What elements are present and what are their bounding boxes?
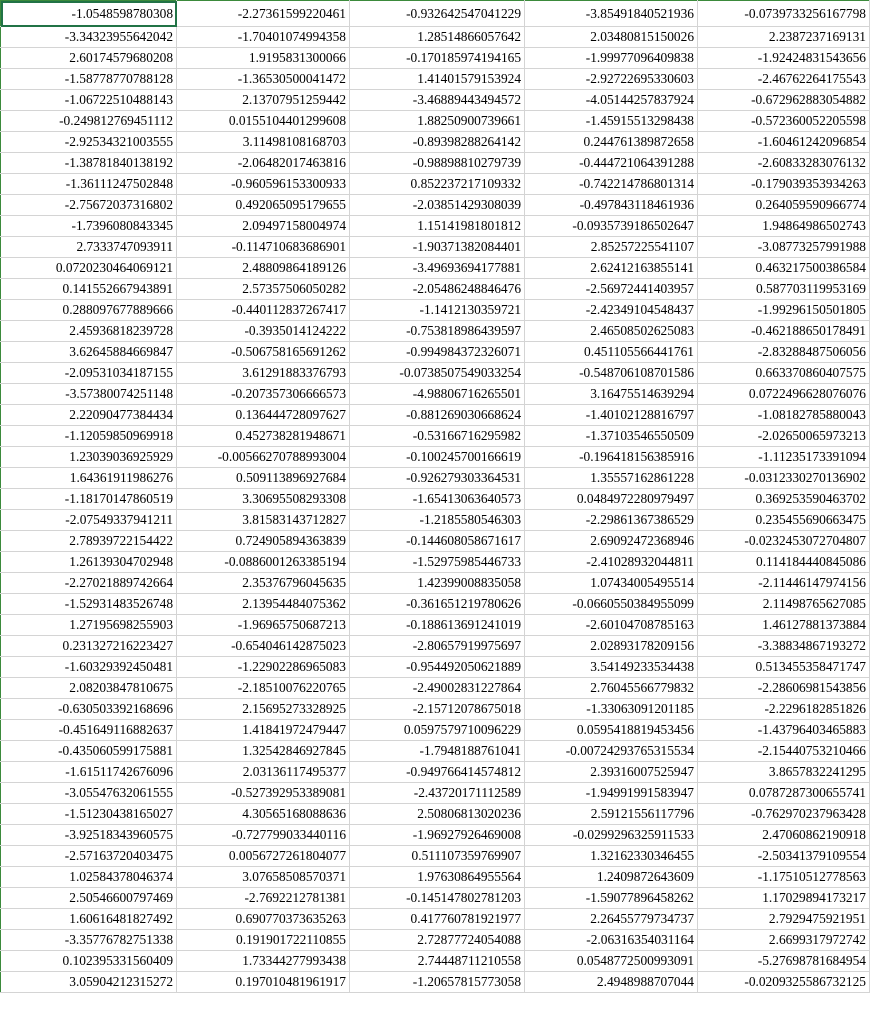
cell[interactable]: -2.29861367386529 bbox=[525, 510, 698, 531]
cell[interactable]: -3.38834867193272 bbox=[698, 636, 870, 657]
cell[interactable]: -0.960596153300933 bbox=[177, 174, 350, 195]
cell[interactable]: 0.0484972280979497 bbox=[525, 489, 698, 510]
cell[interactable]: -1.7948188761041 bbox=[350, 741, 525, 762]
table-row bbox=[1, 531, 870, 552]
table-row bbox=[1, 888, 870, 909]
cell[interactable]: 3.11498108168703 bbox=[177, 132, 350, 153]
cell[interactable]: -2.15440753210466 bbox=[698, 741, 870, 762]
table-row bbox=[1, 258, 870, 279]
table-row bbox=[1, 636, 870, 657]
cell[interactable]: 3.54149233534438 bbox=[525, 657, 698, 678]
cell[interactable]: -1.94991991583947 bbox=[525, 783, 698, 804]
cell[interactable]: -1.40102128816797 bbox=[525, 405, 698, 426]
table-row bbox=[1, 762, 870, 783]
cell[interactable]: 2.26455779734737 bbox=[525, 909, 698, 930]
cell[interactable]: 2.78939722154422 bbox=[1, 531, 177, 552]
table-row bbox=[1, 384, 870, 405]
table-row bbox=[1, 552, 870, 573]
table-row bbox=[1, 342, 870, 363]
cell[interactable]: -2.50341379109554 bbox=[698, 846, 870, 867]
cell[interactable]: 0.0720230464069121 bbox=[1, 258, 177, 279]
cell[interactable]: 2.15695273328925 bbox=[177, 699, 350, 720]
cell[interactable]: 2.03136117495377 bbox=[177, 762, 350, 783]
cell[interactable]: 0.264059590966774 bbox=[698, 195, 870, 216]
cell[interactable]: -3.34323955642042 bbox=[1, 27, 177, 48]
cell[interactable]: 2.45936818239728 bbox=[1, 321, 177, 342]
cell[interactable]: -1.45915513298438 bbox=[525, 111, 698, 132]
cell[interactable]: 1.73344277993438 bbox=[177, 951, 350, 972]
cell[interactable]: 0.690770373635263 bbox=[177, 909, 350, 930]
cell[interactable]: -0.114710683686901 bbox=[177, 237, 350, 258]
table-row bbox=[1, 678, 870, 699]
cell[interactable]: -1.61511742676096 bbox=[1, 762, 177, 783]
table-row bbox=[1, 741, 870, 762]
cell[interactable]: -3.57380074251148 bbox=[1, 384, 177, 405]
cell[interactable]: 2.48809864189126 bbox=[177, 258, 350, 279]
table-row bbox=[1, 132, 870, 153]
cell[interactable]: -0.100245700166619 bbox=[350, 447, 525, 468]
table-row bbox=[1, 279, 870, 300]
cell[interactable]: 0.724905894363839 bbox=[177, 531, 350, 552]
cell[interactable]: -0.00566270788993004 bbox=[177, 447, 350, 468]
cell[interactable]: 0.0548772500993091 bbox=[525, 951, 698, 972]
table-row bbox=[1, 405, 870, 426]
table-row bbox=[1, 216, 870, 237]
cell[interactable]: -0.994984372326071 bbox=[350, 342, 525, 363]
cell[interactable]: 0.451105566441761 bbox=[525, 342, 698, 363]
table-row bbox=[1, 699, 870, 720]
cell[interactable]: -1.38781840138192 bbox=[1, 153, 177, 174]
cell[interactable]: -0.727799033440116 bbox=[177, 825, 350, 846]
cell[interactable]: 1.41401579153924 bbox=[350, 69, 525, 90]
table-row bbox=[1, 657, 870, 678]
cell[interactable]: 1.42399008835058 bbox=[350, 573, 525, 594]
cell[interactable]: -0.762970237963428 bbox=[698, 804, 870, 825]
cell[interactable]: 1.02584378046374 bbox=[1, 867, 177, 888]
cell[interactable]: 0.452738281948671 bbox=[177, 426, 350, 447]
cell[interactable]: -1.11235173391094 bbox=[698, 447, 870, 468]
cell[interactable]: -4.98806716265501 bbox=[350, 384, 525, 405]
cell[interactable]: -0.672962883054882 bbox=[698, 90, 870, 111]
cell[interactable]: 2.7929475921951 bbox=[698, 909, 870, 930]
cell[interactable]: -0.170185974194165 bbox=[350, 48, 525, 69]
cell[interactable]: -0.0660550384955099 bbox=[525, 594, 698, 615]
cell[interactable]: 3.30695508293308 bbox=[177, 489, 350, 510]
cell[interactable]: -5.27698781684954 bbox=[698, 951, 870, 972]
cell[interactable]: -0.742214786801314 bbox=[525, 174, 698, 195]
table-row bbox=[1, 195, 870, 216]
cell[interactable]: -1.17510512778563 bbox=[698, 867, 870, 888]
cell[interactable]: -1.52975985446733 bbox=[350, 552, 525, 573]
table-row bbox=[1, 468, 870, 489]
cell[interactable]: 0.102395331560409 bbox=[1, 951, 177, 972]
cell[interactable]: -1.12059850969918 bbox=[1, 426, 177, 447]
cell[interactable]: 1.15141981801812 bbox=[350, 216, 525, 237]
cell[interactable]: -0.0935739186502647 bbox=[525, 216, 698, 237]
cell[interactable]: -0.196418156385916 bbox=[525, 447, 698, 468]
cell[interactable]: 1.60616481827492 bbox=[1, 909, 177, 930]
table-row bbox=[1, 426, 870, 447]
cell[interactable]: 2.39316007525947 bbox=[525, 762, 698, 783]
cell[interactable]: -0.98898810279739 bbox=[350, 153, 525, 174]
table-row bbox=[1, 153, 870, 174]
cell[interactable]: -2.09531034187155 bbox=[1, 363, 177, 384]
cell[interactable]: -2.43720171112589 bbox=[350, 783, 525, 804]
cell[interactable]: -2.49002831227864 bbox=[350, 678, 525, 699]
cell[interactable]: -3.35776782751338 bbox=[1, 930, 177, 951]
table-row bbox=[1, 783, 870, 804]
cell[interactable]: -2.02650065973213 bbox=[698, 426, 870, 447]
cell[interactable]: -1.18170147860519 bbox=[1, 489, 177, 510]
table-row bbox=[1, 594, 870, 615]
cell[interactable]: 2.69092472368946 bbox=[525, 531, 698, 552]
cell[interactable]: 0.114184440845086 bbox=[698, 552, 870, 573]
cell[interactable]: -3.05547632061555 bbox=[1, 783, 177, 804]
cell[interactable]: -1.36111247502848 bbox=[1, 174, 177, 195]
cell[interactable]: -0.0312330270136902 bbox=[698, 468, 870, 489]
cell[interactable]: -1.60329392450481 bbox=[1, 657, 177, 678]
cell[interactable]: 2.02893178209156 bbox=[525, 636, 698, 657]
cell[interactable]: -0.53166716295982 bbox=[350, 426, 525, 447]
cell[interactable]: -0.572360052205598 bbox=[698, 111, 870, 132]
cell[interactable]: -0.497843118461936 bbox=[525, 195, 698, 216]
table-row bbox=[1, 111, 870, 132]
table-row bbox=[1, 867, 870, 888]
cell[interactable]: 0.244761389872658 bbox=[525, 132, 698, 153]
table-row bbox=[1, 300, 870, 321]
cell[interactable]: 2.50806813020236 bbox=[350, 804, 525, 825]
cell[interactable]: -0.548706108701586 bbox=[525, 363, 698, 384]
cell[interactable]: 2.46508502625083 bbox=[525, 321, 698, 342]
cell[interactable]: 0.136444728097627 bbox=[177, 405, 350, 426]
cell[interactable]: -1.20657815773058 bbox=[350, 972, 525, 993]
table-row bbox=[1, 90, 870, 111]
table-row bbox=[1, 237, 870, 258]
cell[interactable]: -0.0232453072704807 bbox=[698, 531, 870, 552]
cell[interactable]: -0.188613691241019 bbox=[350, 615, 525, 636]
cell[interactable]: 1.28514866057642 bbox=[350, 27, 525, 48]
cell[interactable]: 2.09497158004974 bbox=[177, 216, 350, 237]
cell[interactable]: 1.23039036925929 bbox=[1, 447, 177, 468]
cell[interactable]: -0.249812769451112 bbox=[1, 111, 177, 132]
cell[interactable]: -0.144608058671617 bbox=[350, 531, 525, 552]
cell[interactable]: 1.2409872643609 bbox=[525, 867, 698, 888]
cell[interactable]: 2.13954484075362 bbox=[177, 594, 350, 615]
cell[interactable]: -2.27361599220461 bbox=[177, 1, 350, 27]
cell[interactable]: -3.49693694177881 bbox=[350, 258, 525, 279]
cell[interactable]: -0.881269030668624 bbox=[350, 405, 525, 426]
cell[interactable]: -2.57163720403475 bbox=[1, 846, 177, 867]
table-row bbox=[1, 972, 870, 993]
cell[interactable]: 0.0597579710096229 bbox=[350, 720, 525, 741]
cell[interactable]: 2.13707951259442 bbox=[177, 90, 350, 111]
table-row bbox=[1, 69, 870, 90]
table-row bbox=[1, 930, 870, 951]
cell[interactable]: 2.59121556117796 bbox=[525, 804, 698, 825]
cell[interactable]: -0.89398288264142 bbox=[350, 132, 525, 153]
table-row bbox=[1, 363, 870, 384]
cell[interactable]: 0.369253590463702 bbox=[698, 489, 870, 510]
cell[interactable]: -2.56972441403957 bbox=[525, 279, 698, 300]
cell[interactable]: 2.08203847810675 bbox=[1, 678, 177, 699]
cell[interactable]: -0.654046142875023 bbox=[177, 636, 350, 657]
cell[interactable]: -0.0299296325911533 bbox=[525, 825, 698, 846]
cell[interactable]: 3.81583143712827 bbox=[177, 510, 350, 531]
cell[interactable]: 0.511107359769907 bbox=[350, 846, 525, 867]
cell[interactable]: 1.27195698255903 bbox=[1, 615, 177, 636]
cell[interactable]: 2.85257225541107 bbox=[525, 237, 698, 258]
cell[interactable]: 2.62412163855141 bbox=[525, 258, 698, 279]
cell[interactable]: -0.00724293765315534 bbox=[525, 741, 698, 762]
cell[interactable]: 1.35557162861228 bbox=[525, 468, 698, 489]
cell[interactable]: -1.2185580546303 bbox=[350, 510, 525, 531]
cell[interactable]: -1.96927926469008 bbox=[350, 825, 525, 846]
cell[interactable]: 2.50546600797469 bbox=[1, 888, 177, 909]
cell[interactable]: -2.41028932044811 bbox=[525, 552, 698, 573]
cell[interactable]: -0.0886001263385194 bbox=[177, 552, 350, 573]
table-row bbox=[1, 510, 870, 531]
cell[interactable]: -1.33063091201185 bbox=[525, 699, 698, 720]
cell[interactable]: -1.36530500041472 bbox=[177, 69, 350, 90]
table-row bbox=[1, 951, 870, 972]
table-row bbox=[1, 720, 870, 741]
cell[interactable]: 0.513455358471747 bbox=[698, 657, 870, 678]
table-row bbox=[1, 27, 870, 48]
table-row bbox=[1, 804, 870, 825]
cell[interactable]: 0.191901722110855 bbox=[177, 930, 350, 951]
cell[interactable]: -2.80657919975697 bbox=[350, 636, 525, 657]
cell[interactable]: -1.58778770788128 bbox=[1, 69, 177, 90]
cell[interactable]: 3.05904212315272 bbox=[1, 972, 177, 993]
cell[interactable]: -1.96965750687213 bbox=[177, 615, 350, 636]
cell[interactable]: -0.0739733256167798 bbox=[698, 1, 870, 27]
cell[interactable]: -0.361651219780626 bbox=[350, 594, 525, 615]
cell[interactable]: -1.90371382084401 bbox=[350, 237, 525, 258]
table-row bbox=[1, 48, 870, 69]
cell[interactable]: -2.03851429308039 bbox=[350, 195, 525, 216]
cell[interactable]: 2.35376796045635 bbox=[177, 573, 350, 594]
cell[interactable]: 1.32542846927845 bbox=[177, 741, 350, 762]
cell[interactable]: 2.03480815150026 bbox=[525, 27, 698, 48]
cell[interactable]: 1.32162330346455 bbox=[525, 846, 698, 867]
cell[interactable]: 0.235455690663475 bbox=[698, 510, 870, 531]
cell[interactable]: -3.92518343960575 bbox=[1, 825, 177, 846]
cell[interactable]: -1.37103546550509 bbox=[525, 426, 698, 447]
table-row bbox=[1, 174, 870, 195]
cell[interactable]: -2.92722695330603 bbox=[525, 69, 698, 90]
cell[interactable]: -2.75672037316802 bbox=[1, 195, 177, 216]
cell[interactable]: -0.753818986439597 bbox=[350, 321, 525, 342]
cell[interactable]: 0.587703119953169 bbox=[698, 279, 870, 300]
cell[interactable]: -0.0738507549033254 bbox=[350, 363, 525, 384]
cell[interactable]: -0.954492050621889 bbox=[350, 657, 525, 678]
cell[interactable]: 1.41841972479447 bbox=[177, 720, 350, 741]
cell[interactable]: 2.76045566779832 bbox=[525, 678, 698, 699]
cell[interactable]: -1.60461242096854 bbox=[698, 132, 870, 153]
cell[interactable]: -0.179039353934263 bbox=[698, 174, 870, 195]
table-row bbox=[1, 846, 870, 867]
cell[interactable]: 0.0056727261804077 bbox=[177, 846, 350, 867]
cell[interactable]: -1.52931483526748 bbox=[1, 594, 177, 615]
cell[interactable]: -2.11446147974156 bbox=[698, 573, 870, 594]
cell[interactable]: 2.11498765627085 bbox=[698, 594, 870, 615]
cell[interactable]: -0.527392953389081 bbox=[177, 783, 350, 804]
cell[interactable]: -0.506758165691262 bbox=[177, 342, 350, 363]
cell[interactable]: 3.61291883376793 bbox=[177, 363, 350, 384]
cell[interactable]: 0.509113896927684 bbox=[177, 468, 350, 489]
cell[interactable]: -2.06482017463816 bbox=[177, 153, 350, 174]
cell[interactable]: -1.43796403465883 bbox=[698, 720, 870, 741]
cell[interactable]: -2.7692212781381 bbox=[177, 888, 350, 909]
cell[interactable]: 3.16475514639294 bbox=[525, 384, 698, 405]
cell[interactable]: -0.435060599175881 bbox=[1, 741, 177, 762]
cell[interactable]: -0.926279303364531 bbox=[350, 468, 525, 489]
cell[interactable]: 1.94864986502743 bbox=[698, 216, 870, 237]
cell[interactable]: -2.92534321003555 bbox=[1, 132, 177, 153]
cell[interactable]: -2.15712078675018 bbox=[350, 699, 525, 720]
cell[interactable]: -1.92424831543656 bbox=[698, 48, 870, 69]
cell[interactable]: -1.08182785880043 bbox=[698, 405, 870, 426]
cell[interactable]: 1.17029894173217 bbox=[698, 888, 870, 909]
cell[interactable]: -3.08773257991988 bbox=[698, 237, 870, 258]
cell[interactable]: 0.0722496628076076 bbox=[698, 384, 870, 405]
cell[interactable]: -1.0548598780308 bbox=[1, 1, 177, 27]
cell[interactable]: 0.663370860407575 bbox=[698, 363, 870, 384]
cell[interactable]: -2.60833283076132 bbox=[698, 153, 870, 174]
cell[interactable]: 1.26139304702948 bbox=[1, 552, 177, 573]
cell[interactable]: 0.231327216223427 bbox=[1, 636, 177, 657]
cell[interactable]: -0.949766414574812 bbox=[350, 762, 525, 783]
cell[interactable]: 2.2387237169131 bbox=[698, 27, 870, 48]
cell[interactable]: 1.88250900739661 bbox=[350, 111, 525, 132]
cell[interactable]: 0.288097677889666 bbox=[1, 300, 177, 321]
cell[interactable]: 2.72877724054088 bbox=[350, 930, 525, 951]
cell[interactable]: 2.60174579680208 bbox=[1, 48, 177, 69]
cell[interactable]: -1.7396080843345 bbox=[1, 216, 177, 237]
cell[interactable]: 0.463217500386584 bbox=[698, 258, 870, 279]
cell[interactable]: -2.60104708785163 bbox=[525, 615, 698, 636]
cell[interactable]: -2.83288487506056 bbox=[698, 342, 870, 363]
cell[interactable]: 2.4948988707044 bbox=[525, 972, 698, 993]
cell[interactable]: -0.0209325586732125 bbox=[698, 972, 870, 993]
cell[interactable]: -1.65413063640573 bbox=[350, 489, 525, 510]
cell[interactable]: -2.42349104548437 bbox=[525, 300, 698, 321]
cell[interactable]: 0.0787287300655741 bbox=[698, 783, 870, 804]
cell[interactable]: -2.2296182851826 bbox=[698, 699, 870, 720]
cell[interactable]: -2.28606981543856 bbox=[698, 678, 870, 699]
cell[interactable]: -0.462188650178491 bbox=[698, 321, 870, 342]
cell[interactable]: 0.0155104401299608 bbox=[177, 111, 350, 132]
cell[interactable]: -0.444721064391288 bbox=[525, 153, 698, 174]
cell[interactable]: -2.27021889742664 bbox=[1, 573, 177, 594]
table-row bbox=[1, 825, 870, 846]
cell[interactable]: 1.07434005495514 bbox=[525, 573, 698, 594]
cell[interactable]: 2.47060862190918 bbox=[698, 825, 870, 846]
cell[interactable]: -1.99977096409838 bbox=[525, 48, 698, 69]
cell[interactable]: 0.852237217109332 bbox=[350, 174, 525, 195]
cell[interactable]: 1.9195831300066 bbox=[177, 48, 350, 69]
cell[interactable]: -1.51230438165027 bbox=[1, 804, 177, 825]
cell[interactable]: -2.46762264175543 bbox=[698, 69, 870, 90]
cell[interactable]: 4.30565168088636 bbox=[177, 804, 350, 825]
cell[interactable]: -0.145147802781203 bbox=[350, 888, 525, 909]
cell[interactable]: 2.74448711210558 bbox=[350, 951, 525, 972]
cell[interactable]: 2.6699317972742 bbox=[698, 930, 870, 951]
cell[interactable]: -1.1412130359721 bbox=[350, 300, 525, 321]
cell[interactable]: -1.99296150501805 bbox=[698, 300, 870, 321]
cell[interactable]: -4.05144257837924 bbox=[525, 90, 698, 111]
table-row bbox=[1, 489, 870, 510]
cell[interactable]: -2.18510076220765 bbox=[177, 678, 350, 699]
spreadsheet-body bbox=[1, 1, 870, 993]
cell[interactable]: -2.06316354031164 bbox=[525, 930, 698, 951]
cell[interactable]: -0.207357306666573 bbox=[177, 384, 350, 405]
table-row bbox=[1, 1, 870, 27]
cell[interactable]: 3.62645884669847 bbox=[1, 342, 177, 363]
cell[interactable]: 0.0595418819453456 bbox=[525, 720, 698, 741]
cell[interactable]: 1.46127881373884 bbox=[698, 615, 870, 636]
cell[interactable]: -1.59077896458262 bbox=[525, 888, 698, 909]
cell[interactable]: 2.7333747093911 bbox=[1, 237, 177, 258]
cell[interactable]: 0.492065095179655 bbox=[177, 195, 350, 216]
cell[interactable]: -3.46889443494572 bbox=[350, 90, 525, 111]
cell[interactable]: -1.70401074994358 bbox=[177, 27, 350, 48]
cell[interactable]: 0.417760781921977 bbox=[350, 909, 525, 930]
cell[interactable]: -1.22902286965083 bbox=[177, 657, 350, 678]
cell[interactable]: 1.64361911986276 bbox=[1, 468, 177, 489]
cell[interactable]: -2.07549337941211 bbox=[1, 510, 177, 531]
table-row bbox=[1, 573, 870, 594]
cell[interactable]: -1.06722510488143 bbox=[1, 90, 177, 111]
cell[interactable]: -0.932642547041229 bbox=[350, 1, 525, 27]
cell[interactable]: 2.57357506050282 bbox=[177, 279, 350, 300]
cell[interactable]: -3.85491840521936 bbox=[525, 1, 698, 27]
cell[interactable]: -0.3935014124222 bbox=[177, 321, 350, 342]
cell[interactable]: -0.630503392168696 bbox=[1, 699, 177, 720]
cell[interactable]: 3.07658508570371 bbox=[177, 867, 350, 888]
table-row bbox=[1, 447, 870, 468]
cell[interactable]: -0.451649116882637 bbox=[1, 720, 177, 741]
cell[interactable]: 0.141552667943891 bbox=[1, 279, 177, 300]
table-row bbox=[1, 909, 870, 930]
cell[interactable]: 3.8657832241295 bbox=[698, 762, 870, 783]
cell[interactable]: 1.97630864955564 bbox=[350, 867, 525, 888]
cell[interactable]: 0.197010481961917 bbox=[177, 972, 350, 993]
table-row bbox=[1, 615, 870, 636]
table-row bbox=[1, 321, 870, 342]
cell[interactable]: 2.22090477384434 bbox=[1, 405, 177, 426]
cell[interactable]: -0.440112837267417 bbox=[177, 300, 350, 321]
cell[interactable]: -2.05486248846476 bbox=[350, 279, 525, 300]
